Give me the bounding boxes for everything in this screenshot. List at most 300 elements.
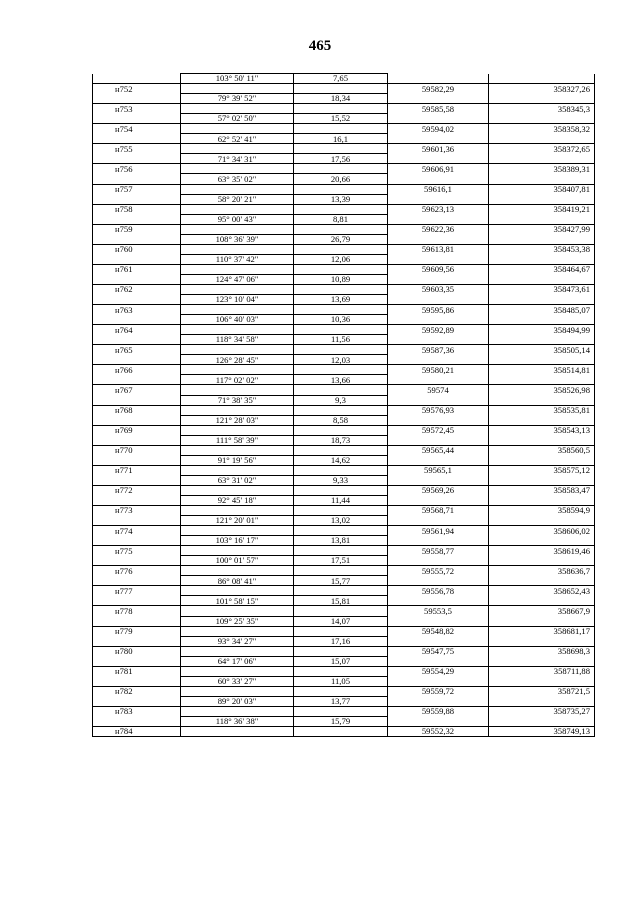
distance-cell: 13,39 [294, 194, 388, 204]
y-coordinate-cell [489, 395, 595, 405]
x-coordinate-cell: 59606,91 [388, 164, 489, 174]
point-name-cell [93, 254, 181, 264]
y-coordinate-cell [489, 576, 595, 586]
point-name-cell [93, 335, 181, 345]
y-coordinate-cell: 358485,07 [489, 305, 595, 315]
x-coordinate-cell [388, 335, 489, 345]
x-coordinate-cell [388, 516, 489, 526]
distance-cell [294, 224, 388, 234]
direction-angle-cell [181, 184, 294, 194]
direction-angle-cell [181, 686, 294, 696]
distance-cell [294, 686, 388, 696]
x-coordinate-cell [388, 556, 489, 566]
y-coordinate-cell: 358575,12 [489, 465, 595, 475]
point-name-cell: н755 [93, 144, 181, 154]
y-coordinate-cell: 358652,43 [489, 586, 595, 596]
point-name-cell [93, 556, 181, 566]
distance-cell [294, 546, 388, 556]
point-row [93, 284, 595, 294]
direction-angle-cell: 60° 33' 27" [181, 676, 294, 686]
x-coordinate-cell [388, 194, 489, 204]
direction-angle-cell: 108° 36' 39" [181, 234, 294, 244]
distance-cell: 15,79 [294, 717, 388, 727]
point-row [93, 325, 595, 335]
distance-cell: 9,3 [294, 395, 388, 405]
point-name-cell [93, 274, 181, 284]
distance-cell [294, 244, 388, 254]
direction-angle-cell [181, 345, 294, 355]
direction-angle-cell: 121° 20' 01" [181, 516, 294, 526]
segment-row [93, 495, 595, 505]
direction-angle-cell [181, 385, 294, 395]
point-name-cell: н759 [93, 224, 181, 234]
segment-row [93, 717, 595, 727]
point-name-cell [93, 656, 181, 666]
distance-cell: 10,36 [294, 315, 388, 325]
x-coordinate-cell: 59565,1 [388, 465, 489, 475]
point-name-cell: н779 [93, 626, 181, 636]
x-coordinate-cell: 59609,56 [388, 264, 489, 274]
y-coordinate-cell: 358749,13 [489, 727, 595, 737]
direction-angle-cell [181, 224, 294, 234]
point-name-cell: н753 [93, 104, 181, 114]
x-coordinate-cell: 59552,32 [388, 727, 489, 737]
segment-row [93, 295, 595, 305]
y-coordinate-cell: 358526,98 [489, 385, 595, 395]
point-row [93, 646, 595, 656]
direction-angle-cell [181, 425, 294, 435]
point-row [93, 184, 595, 194]
x-coordinate-cell: 59580,21 [388, 365, 489, 375]
y-coordinate-cell [489, 295, 595, 305]
direction-angle-cell [181, 264, 294, 274]
x-coordinate-cell: 59569,26 [388, 485, 489, 495]
distance-cell [294, 204, 388, 214]
point-name-cell [93, 455, 181, 465]
point-name-cell [93, 134, 181, 144]
y-coordinate-cell: 358464,67 [489, 264, 595, 274]
x-coordinate-cell [388, 717, 489, 727]
point-name-cell: н772 [93, 485, 181, 495]
distance-cell [294, 646, 388, 656]
direction-angle-cell: 58° 20' 21" [181, 194, 294, 204]
distance-cell [294, 124, 388, 134]
direction-angle-cell [181, 284, 294, 294]
segment-row [93, 435, 595, 445]
direction-angle-cell: 57° 02' 50" [181, 114, 294, 124]
point-name-cell [93, 717, 181, 727]
distance-cell: 13,69 [294, 295, 388, 305]
y-coordinate-cell: 358681,17 [489, 626, 595, 636]
segment-row [93, 74, 595, 84]
point-name-cell: н782 [93, 686, 181, 696]
x-coordinate-cell: 59594,02 [388, 124, 489, 134]
x-coordinate-cell [388, 174, 489, 184]
point-name-cell [93, 154, 181, 164]
x-coordinate-cell: 59559,72 [388, 686, 489, 696]
y-coordinate-cell: 358327,26 [489, 84, 595, 94]
x-coordinate-cell: 59603,35 [388, 284, 489, 294]
page-number: 465 [308, 38, 332, 54]
distance-cell: 12,06 [294, 254, 388, 264]
direction-angle-cell: 121° 28' 03" [181, 415, 294, 425]
direction-angle-cell [181, 727, 294, 737]
point-row [93, 365, 595, 375]
x-coordinate-cell: 59585,58 [388, 104, 489, 114]
x-coordinate-cell: 59616,1 [388, 184, 489, 194]
distance-cell: 8,58 [294, 415, 388, 425]
y-coordinate-cell [489, 556, 595, 566]
point-row [93, 104, 595, 114]
point-name-cell: н768 [93, 405, 181, 415]
y-coordinate-cell: 358560,5 [489, 445, 595, 455]
distance-cell: 18,73 [294, 435, 388, 445]
direction-angle-cell [181, 506, 294, 516]
point-name-cell [93, 214, 181, 224]
segment-row [93, 516, 595, 526]
distance-cell: 16,1 [294, 134, 388, 144]
distance-cell [294, 305, 388, 315]
point-name-cell [93, 696, 181, 706]
x-coordinate-cell [388, 596, 489, 606]
y-coordinate-cell: 358698,3 [489, 646, 595, 656]
direction-angle-cell: 109° 25' 35" [181, 616, 294, 626]
x-coordinate-cell: 59592,89 [388, 325, 489, 335]
y-coordinate-cell: 358543,13 [489, 425, 595, 435]
y-coordinate-cell: 358427,99 [489, 224, 595, 234]
direction-angle-cell [181, 164, 294, 174]
point-name-cell: н767 [93, 385, 181, 395]
x-coordinate-cell [388, 636, 489, 646]
x-coordinate-cell [388, 274, 489, 284]
direction-angle-cell: 63° 31' 02" [181, 475, 294, 485]
segment-row [93, 214, 595, 224]
segment-row [93, 475, 595, 485]
distance-cell: 13,81 [294, 536, 388, 546]
direction-angle-cell [181, 104, 294, 114]
point-name-cell: н757 [93, 184, 181, 194]
y-coordinate-cell [489, 174, 595, 184]
x-coordinate-cell [388, 656, 489, 666]
distance-cell: 11,05 [294, 676, 388, 686]
point-name-cell [93, 174, 181, 184]
direction-angle-cell: 63° 35' 02" [181, 174, 294, 184]
segment-row [93, 234, 595, 244]
distance-cell: 11,44 [294, 495, 388, 505]
x-coordinate-cell: 59568,71 [388, 506, 489, 516]
distance-cell: 17,51 [294, 556, 388, 566]
distance-cell [294, 606, 388, 616]
direction-angle-cell: 89° 20' 03" [181, 696, 294, 706]
distance-cell: 8,81 [294, 214, 388, 224]
point-name-cell: н761 [93, 264, 181, 274]
y-coordinate-cell: 358453,38 [489, 244, 595, 254]
segment-row [93, 576, 595, 586]
point-name-cell: н752 [93, 84, 181, 94]
point-name-cell: н775 [93, 546, 181, 556]
point-row [93, 264, 595, 274]
point-name-cell: н762 [93, 284, 181, 294]
distance-cell [294, 727, 388, 737]
distance-cell [294, 365, 388, 375]
y-coordinate-cell [489, 696, 595, 706]
y-coordinate-cell [489, 435, 595, 445]
direction-angle-cell: 124° 47' 06" [181, 274, 294, 284]
point-row [93, 244, 595, 254]
y-coordinate-cell [489, 335, 595, 345]
y-coordinate-cell: 358407,81 [489, 184, 595, 194]
segment-row [93, 455, 595, 465]
point-row [93, 124, 595, 134]
distance-cell: 17,56 [294, 154, 388, 164]
direction-angle-cell: 71° 34' 31" [181, 154, 294, 164]
x-coordinate-cell: 59613,81 [388, 244, 489, 254]
y-coordinate-cell: 358473,61 [489, 284, 595, 294]
distance-cell [294, 405, 388, 415]
point-name-cell: н760 [93, 244, 181, 254]
distance-cell: 13,66 [294, 375, 388, 385]
point-row [93, 626, 595, 636]
x-coordinate-cell [388, 455, 489, 465]
distance-cell: 13,02 [294, 516, 388, 526]
y-coordinate-cell [489, 516, 595, 526]
distance-cell [294, 144, 388, 154]
point-row [93, 345, 595, 355]
direction-angle-cell [181, 526, 294, 536]
segment-row [93, 656, 595, 666]
distance-cell: 10,89 [294, 274, 388, 284]
y-coordinate-cell [489, 717, 595, 727]
distance-cell [294, 385, 388, 395]
y-coordinate-cell [489, 355, 595, 365]
x-coordinate-cell: 59622,36 [388, 224, 489, 234]
y-coordinate-cell: 358505,14 [489, 345, 595, 355]
segment-row [93, 415, 595, 425]
y-coordinate-cell: 358594,9 [489, 506, 595, 516]
point-name-cell [93, 355, 181, 365]
distance-cell [294, 465, 388, 475]
segment-row [93, 375, 595, 385]
point-name-cell: н774 [93, 526, 181, 536]
y-coordinate-cell [489, 636, 595, 646]
y-coordinate-cell [489, 114, 595, 124]
point-row [93, 405, 595, 415]
direction-angle-cell [181, 445, 294, 455]
point-name-cell [93, 375, 181, 385]
direction-angle-cell [181, 144, 294, 154]
point-name-cell [93, 516, 181, 526]
point-row [93, 606, 595, 616]
direction-angle-cell: 111° 58' 39" [181, 435, 294, 445]
y-coordinate-cell: 358389,31 [489, 164, 595, 174]
x-coordinate-cell: 59623,13 [388, 204, 489, 214]
direction-angle-cell [181, 84, 294, 94]
point-name-cell [93, 596, 181, 606]
distance-cell: 7,65 [294, 74, 388, 84]
x-coordinate-cell [388, 495, 489, 505]
distance-cell: 12,03 [294, 355, 388, 365]
direction-angle-cell [181, 706, 294, 716]
y-coordinate-cell: 358619,46 [489, 546, 595, 556]
direction-angle-cell: 101° 58' 15" [181, 596, 294, 606]
direction-angle-cell: 110° 37' 42" [181, 254, 294, 264]
y-coordinate-cell: 358606,02 [489, 526, 595, 536]
point-row [93, 204, 595, 214]
point-name-cell: н769 [93, 425, 181, 435]
x-coordinate-cell [388, 435, 489, 445]
y-coordinate-cell [489, 194, 595, 204]
direction-angle-cell: 117° 02' 02" [181, 375, 294, 385]
y-coordinate-cell [489, 234, 595, 244]
y-coordinate-cell: 358358,32 [489, 124, 595, 134]
direction-angle-cell [181, 606, 294, 616]
direction-angle-cell [181, 626, 294, 636]
direction-angle-cell: 64° 17' 06" [181, 656, 294, 666]
segment-row [93, 676, 595, 686]
point-name-cell [93, 194, 181, 204]
x-coordinate-cell: 59555,72 [388, 566, 489, 576]
point-name-cell: н780 [93, 646, 181, 656]
x-coordinate-cell [388, 696, 489, 706]
y-coordinate-cell: 358514,81 [489, 365, 595, 375]
point-name-cell: н758 [93, 204, 181, 214]
point-row [93, 485, 595, 495]
point-name-cell: н781 [93, 666, 181, 676]
point-name-cell [93, 676, 181, 686]
y-coordinate-cell [489, 154, 595, 164]
segment-row [93, 94, 595, 104]
point-row [93, 686, 595, 696]
point-row [93, 706, 595, 716]
segment-row [93, 596, 595, 606]
x-coordinate-cell: 59587,36 [388, 345, 489, 355]
direction-angle-cell: 86° 08' 41" [181, 576, 294, 586]
point-row [93, 586, 595, 596]
point-row [93, 546, 595, 556]
x-coordinate-cell: 59553,5 [388, 606, 489, 616]
direction-angle-cell: 71° 38' 35" [181, 395, 294, 405]
y-coordinate-cell: 358345,3 [489, 104, 595, 114]
point-name-cell: н754 [93, 124, 181, 134]
y-coordinate-cell [489, 495, 595, 505]
distance-cell: 11,56 [294, 335, 388, 345]
point-name-cell: н756 [93, 164, 181, 174]
y-coordinate-cell [489, 94, 595, 104]
point-name-cell [93, 234, 181, 244]
direction-angle-cell: 100° 01' 57" [181, 556, 294, 566]
point-name-cell: н777 [93, 586, 181, 596]
point-name-cell [93, 616, 181, 626]
y-coordinate-cell [489, 536, 595, 546]
segment-row [93, 556, 595, 566]
x-coordinate-cell: 59582,29 [388, 84, 489, 94]
point-name-cell [93, 295, 181, 305]
segment-row [93, 616, 595, 626]
point-name-cell [93, 576, 181, 586]
direction-angle-cell [181, 204, 294, 214]
x-coordinate-cell [388, 616, 489, 626]
point-name-cell [93, 74, 181, 84]
segment-row [93, 174, 595, 184]
direction-angle-cell: 62° 52' 41" [181, 134, 294, 144]
x-coordinate-cell: 59576,93 [388, 405, 489, 415]
y-coordinate-cell: 358721,5 [489, 686, 595, 696]
distance-cell [294, 345, 388, 355]
segment-row [93, 274, 595, 284]
distance-cell [294, 164, 388, 174]
point-name-cell [93, 636, 181, 646]
x-coordinate-cell [388, 315, 489, 325]
direction-angle-cell [181, 244, 294, 254]
y-coordinate-cell [489, 676, 595, 686]
y-coordinate-cell: 358583,47 [489, 485, 595, 495]
distance-cell [294, 706, 388, 716]
x-coordinate-cell: 59556,78 [388, 586, 489, 596]
point-row [93, 164, 595, 174]
y-coordinate-cell [489, 656, 595, 666]
distance-cell [294, 264, 388, 274]
direction-angle-cell: 123° 10' 04" [181, 295, 294, 305]
distance-cell: 14,07 [294, 616, 388, 626]
point-row [93, 566, 595, 576]
point-name-cell [93, 415, 181, 425]
direction-angle-cell: 118° 36' 38" [181, 717, 294, 727]
distance-cell [294, 325, 388, 335]
distance-cell [294, 526, 388, 536]
y-coordinate-cell: 358494,99 [489, 325, 595, 335]
distance-cell [294, 485, 388, 495]
y-coordinate-cell [489, 375, 595, 385]
x-coordinate-cell [388, 375, 489, 385]
distance-cell [294, 84, 388, 94]
point-name-cell [93, 435, 181, 445]
distance-cell: 9,33 [294, 475, 388, 485]
distance-cell: 13,77 [294, 696, 388, 706]
x-coordinate-cell [388, 214, 489, 224]
point-name-cell: н784 [93, 727, 181, 737]
distance-cell: 26,79 [294, 234, 388, 244]
coordinates-table [92, 73, 595, 737]
distance-cell [294, 566, 388, 576]
direction-angle-cell [181, 586, 294, 596]
point-row [93, 224, 595, 234]
point-name-cell: н764 [93, 325, 181, 335]
point-row [93, 84, 595, 94]
distance-cell [294, 586, 388, 596]
distance-cell [294, 284, 388, 294]
x-coordinate-cell [388, 355, 489, 365]
point-name-cell: н766 [93, 365, 181, 375]
x-coordinate-cell: 59601,36 [388, 144, 489, 154]
x-coordinate-cell [388, 74, 489, 84]
y-coordinate-cell: 358372,65 [489, 144, 595, 154]
x-coordinate-cell [388, 415, 489, 425]
point-name-cell [93, 94, 181, 104]
direction-angle-cell [181, 465, 294, 475]
y-coordinate-cell [489, 214, 595, 224]
x-coordinate-cell: 59548,82 [388, 626, 489, 636]
point-row [93, 526, 595, 536]
point-row [93, 727, 595, 737]
x-coordinate-cell [388, 134, 489, 144]
distance-cell: 18,34 [294, 94, 388, 104]
distance-cell: 15,81 [294, 596, 388, 606]
point-name-cell [93, 315, 181, 325]
direction-angle-cell: 92° 45' 18" [181, 495, 294, 505]
direction-angle-cell: 103° 50' 11" [181, 74, 294, 84]
direction-angle-cell: 126° 28' 45" [181, 355, 294, 365]
distance-cell: 15,77 [294, 576, 388, 586]
